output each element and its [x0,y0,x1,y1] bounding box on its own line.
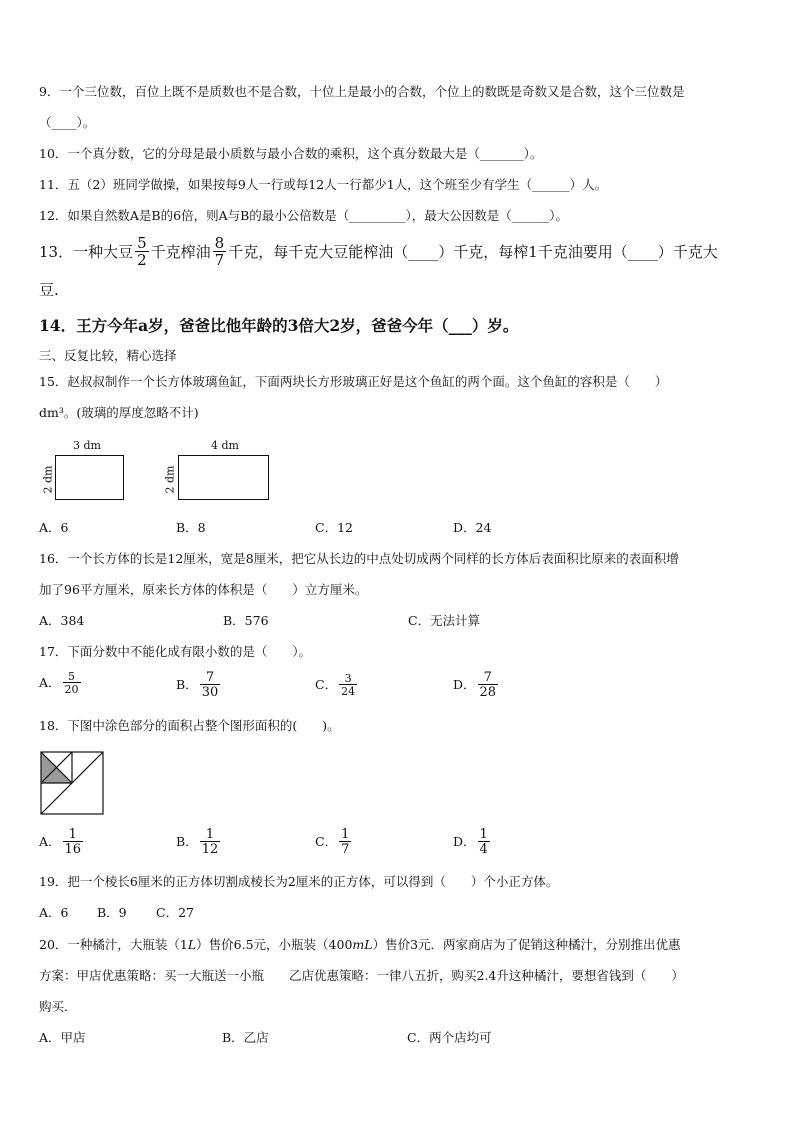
rect1-side-label: 2 dm [41,465,55,494]
rect1-top-label: 3 dm [73,439,101,452]
q11-text: 11．五（2）班同学做操，如果按每9人一行或每12人一行都少1人，这个班至少有学生（______）人。 [39,177,608,192]
q20-option-b: B．乙店 [222,1030,269,1045]
q13-frac1-denominator: 2 [137,251,147,269]
q17-text: 17．下面分数中不能化成有限小数的是（ ）。 [39,644,312,659]
q17-option-d-fraction [478,671,499,699]
q19-text: 19．把一个棱长6厘米的正方体切割成棱长为2厘米的正方体，可以得到（ ）个小正方体。 [39,874,559,889]
glass-rect-2 [178,455,269,500]
denominator: 20 [64,683,79,696]
denominator: 7 [341,842,350,857]
q14-text: 14．王方今年a岁，爸爸比他年龄的3倍大2岁，爸爸今年（___）岁。 [39,316,519,335]
q13-line2: 豆. [39,281,59,299]
q13-fraction-2 [213,236,227,268]
q15-option-a: A．6 [39,520,69,535]
q17-option-c-label: C． [315,676,338,692]
q17-option-b-label: B． [176,676,198,692]
q16-option-b: B．576 [223,613,269,628]
q18-option-c-fraction [339,828,351,856]
numerator: 1 [205,827,215,842]
q12-text: 12．如果自然数A是B的6倍，则A与B的最小公倍数是（_________），最大公因数是（______）。 [39,208,569,223]
q18-figure [40,751,104,815]
q13-line1 [39,236,718,268]
numerator: 5 [68,670,76,683]
q19-option-a: A．6 [39,905,69,920]
q18-option-b [176,828,222,856]
numerator: 7 [205,670,215,685]
q20-line1-b: ）售价6.5元，小瓶装（400 [196,937,353,952]
q16-line1: 16．一个长方体的长是12厘米，宽是8厘米，把它从长边的中点处切成两个同样的长方体后表面积比原来的表面积增 [39,551,679,566]
q20-option-a: A．甲店 [39,1030,86,1045]
q20-line1-c: ）售价3元．两家商店为了促销这种橘汁，分别推出优惠 [372,937,681,952]
denominator: 30 [201,685,219,700]
q18-option-c-label: C． [315,833,338,849]
q17-option-a [39,671,83,695]
numerator: 1 [479,827,488,842]
q17-option-a-fraction [63,671,81,695]
denominator: 28 [479,685,497,700]
numerator: 1 [341,827,350,842]
q15-option-b: B．8 [176,520,206,535]
glass-rect-1 [55,455,124,500]
q18-option-d-fraction [478,828,490,856]
q18-option-b-label: B． [176,833,198,849]
q13-frac1-numerator: 5 [137,234,147,252]
q18-option-d-label: D． [453,833,476,849]
q13-frac2-denominator: 7 [214,251,225,269]
q18-option-c [315,828,353,856]
q17-option-b-fraction [200,671,221,699]
q15-option-c: C．12 [315,520,353,535]
denominator: 12 [201,842,219,857]
denominator: 24 [341,685,356,698]
q20-line3: 购买. [39,999,68,1014]
q16-option-a: A．384 [39,613,85,628]
q19-option-b: B．9 [97,905,127,920]
q17-option-c-fraction [339,673,357,697]
q13-frac2-numerator: 8 [214,234,225,252]
q13-part-c: 千克，每千克大豆能榨油（____）千克，每榨1千克油要用（____）千克大 [228,242,718,261]
q18-option-a-fraction [63,828,84,856]
q20-unit-ml: mL [352,937,373,952]
q20-unit-l: L [187,937,197,952]
q15-line1: 15．赵叔叔制作一个长方体玻璃鱼缸，下面两块长方形玻璃正好是这个鱼缸的两个面。这个鱼缸的容积是（ ） [39,374,668,389]
q15-option-d: D．24 [453,520,492,535]
numerator: 1 [68,827,77,842]
q20-line1-a: 20．一种橘汁，大瓶装（1 [39,937,188,952]
q17-option-a-label: A． [39,674,61,690]
q9-line2: （____）。 [39,115,96,130]
q18-option-d [453,828,492,856]
q17-option-d [453,671,500,699]
section-3-title: 三、反复比较，精心选择 [39,348,177,363]
q19-option-c: C．27 [156,905,194,920]
numerator: 3 [344,672,352,685]
denominator: 16 [64,842,82,857]
q20-line1 [39,939,681,952]
q13-part-b: 千克榨油 [150,242,211,261]
q17-option-b [176,671,222,699]
q18-option-b-fraction [200,828,221,856]
rect2-top-label: 4 dm [211,439,239,452]
q16-line2: 加了96平方厘米，原来长方体的体积是（ ）立方厘米。 [39,582,368,597]
q20-line2: 方案：甲店优惠策略：买一大瓶送一小瓶 乙店优惠策略：一律八五折，购买2.4升这种橘汁，要想省钱到（ ） [39,968,684,983]
q17-option-c [315,673,359,697]
q18-option-a [39,828,85,856]
q13-fraction-1 [135,236,149,268]
q17-option-d-label: D． [453,676,476,692]
q15-line2: dm³。(玻璃的厚度忽略不计) [39,405,199,420]
q18-text: 18．下图中涂色部分的面积占整个图形面积的( )。 [39,718,340,733]
rect2-side-label: 2 dm [163,465,177,494]
numerator: 7 [483,670,492,685]
q20-option-c: C．两个店均可 [407,1030,492,1045]
q13-part-a: 13．一种大豆 [39,242,134,261]
denominator: 4 [479,842,488,857]
q10-text: 10．一个真分数，它的分母是最小质数与最小合数的乘积，这个真分数最大是（_______）。 [39,146,543,161]
q9-line1: 9．一个三位数，百位上既不是质数也不是合数，十位上是最小的合数，个位上的数既是奇数又是合数，这个三位数是 [39,84,685,99]
q16-option-c: C．无法计算 [408,613,481,628]
q18-option-a-label: A． [39,833,61,849]
